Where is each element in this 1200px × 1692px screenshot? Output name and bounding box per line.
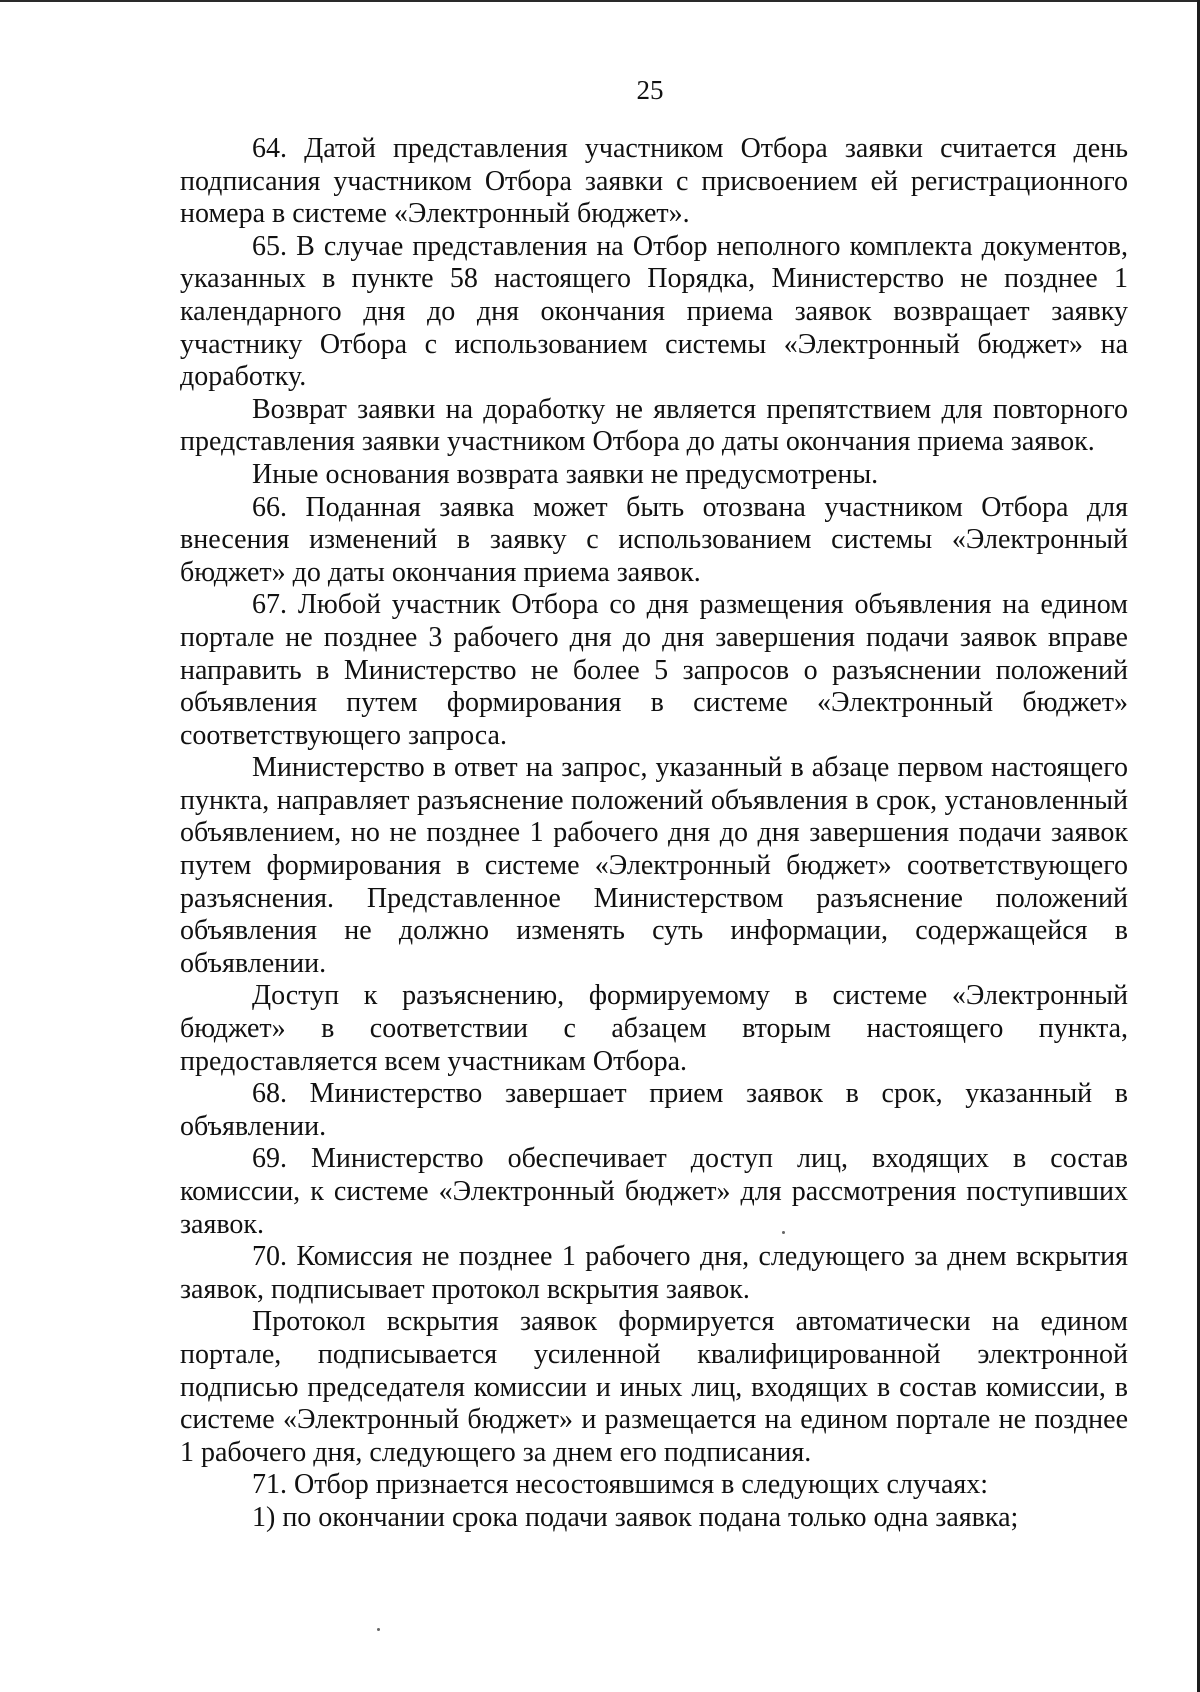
scan-top-border [0, 0, 1200, 2]
paragraph-65: 65. В случае представления на Отбор неполного комплекта документов, указанных в пункте 58 настоящего Порядка, Министерство не позднее 1 календарного дня до дня окончания приема заявок возвращает заявку участнику Отбора с использованием системы «Электронный бюджет» на доработку. [180, 230, 1128, 393]
paragraph-67: 67. Любой участник Отбора со дня размещения объявления на едином портале не позднее 3 рабочего дня до дня завершения подачи заявок вправе направить в Министерство не более 5 запросов о разъяснении положений объявления путем формирования в системе «Электронный бюджет» соответствующего запроса. [180, 589, 1128, 751]
paragraph-70: 70. Комиссия не позднее 1 рабочего дня, следующего за днем вскрытия заявок, подписывает протокол вскрытия заявок. [180, 1241, 1128, 1305]
paragraph-67-access: Доступ к разъяснению, формируемому в системе «Электронный бюджет» в соответствии с абзацем вторым настоящего пункта, предоставляется всем участникам Отбора. [180, 980, 1128, 1077]
paragraph-69: 69. Министерство обеспечивает доступ лиц, входящих в состав комиссии, к системе «Электронный бюджет» для рассмотрения поступивших заявок. [180, 1143, 1128, 1240]
paragraph-66: 66. Поданная заявка может быть отозвана участником Отбора для внесения изменений в заявку с использованием системы «Электронный бюджет» до даты окончания приема заявок. [180, 491, 1128, 588]
paragraph-65-return: Возврат заявки на доработку не является препятствием для повторного представления заявки участником Отбора до даты окончания приема заявок. [180, 393, 1128, 458]
scan-speck [377, 1628, 380, 1631]
document-body [180, 133, 1128, 1535]
paragraph-71-item-1: 1) по окончании срока подачи заявок подана только одна заявка; [252, 1501, 1019, 1533]
paragraph-71: 71. Отбор признается несостоявшимся в следующих случаях: [252, 1469, 989, 1501]
paragraph-65-other-grounds: Иные основания возврата заявки не предусмотрены. [252, 458, 879, 490]
paragraph-70-protocol: Протокол вскрытия заявок формируется автоматически на едином портале, подписывается усиленной квалифицированной электронной подписью председателя комиссии и иных лиц, входящих в состав комиссии, в системе «Электронный бюджет» и размещается на едином портале не позднее 1 рабочего дня, следующего за днем его подписания. [180, 1306, 1128, 1468]
paragraph-67-response: Министерство в ответ на запрос, указанный в абзаце первом настоящего пункта, направляет разъяснение положений объявления в срок, установленный объявлением, но не позднее 1 рабочего дня до дня завершения подачи заявок путем формирования в системе «Электронный бюджет» соответствующего разъяснения. Представленное Министерством разъяснение положений объявления не должно изменять суть информации, содержащейся в объявлении. [180, 752, 1128, 979]
scan-speck [782, 1231, 785, 1234]
paragraph-68: 68. Министерство завершает прием заявок в срок, указанный в объявлении. [180, 1078, 1128, 1142]
paragraph-64: 64. Датой представления участником Отбора заявки считается день подписания участником Отбора заявки с присвоением ей регистрационного номера в системе «Электронный бюджет». [180, 133, 1128, 230]
page-number: 25 [636, 75, 664, 105]
